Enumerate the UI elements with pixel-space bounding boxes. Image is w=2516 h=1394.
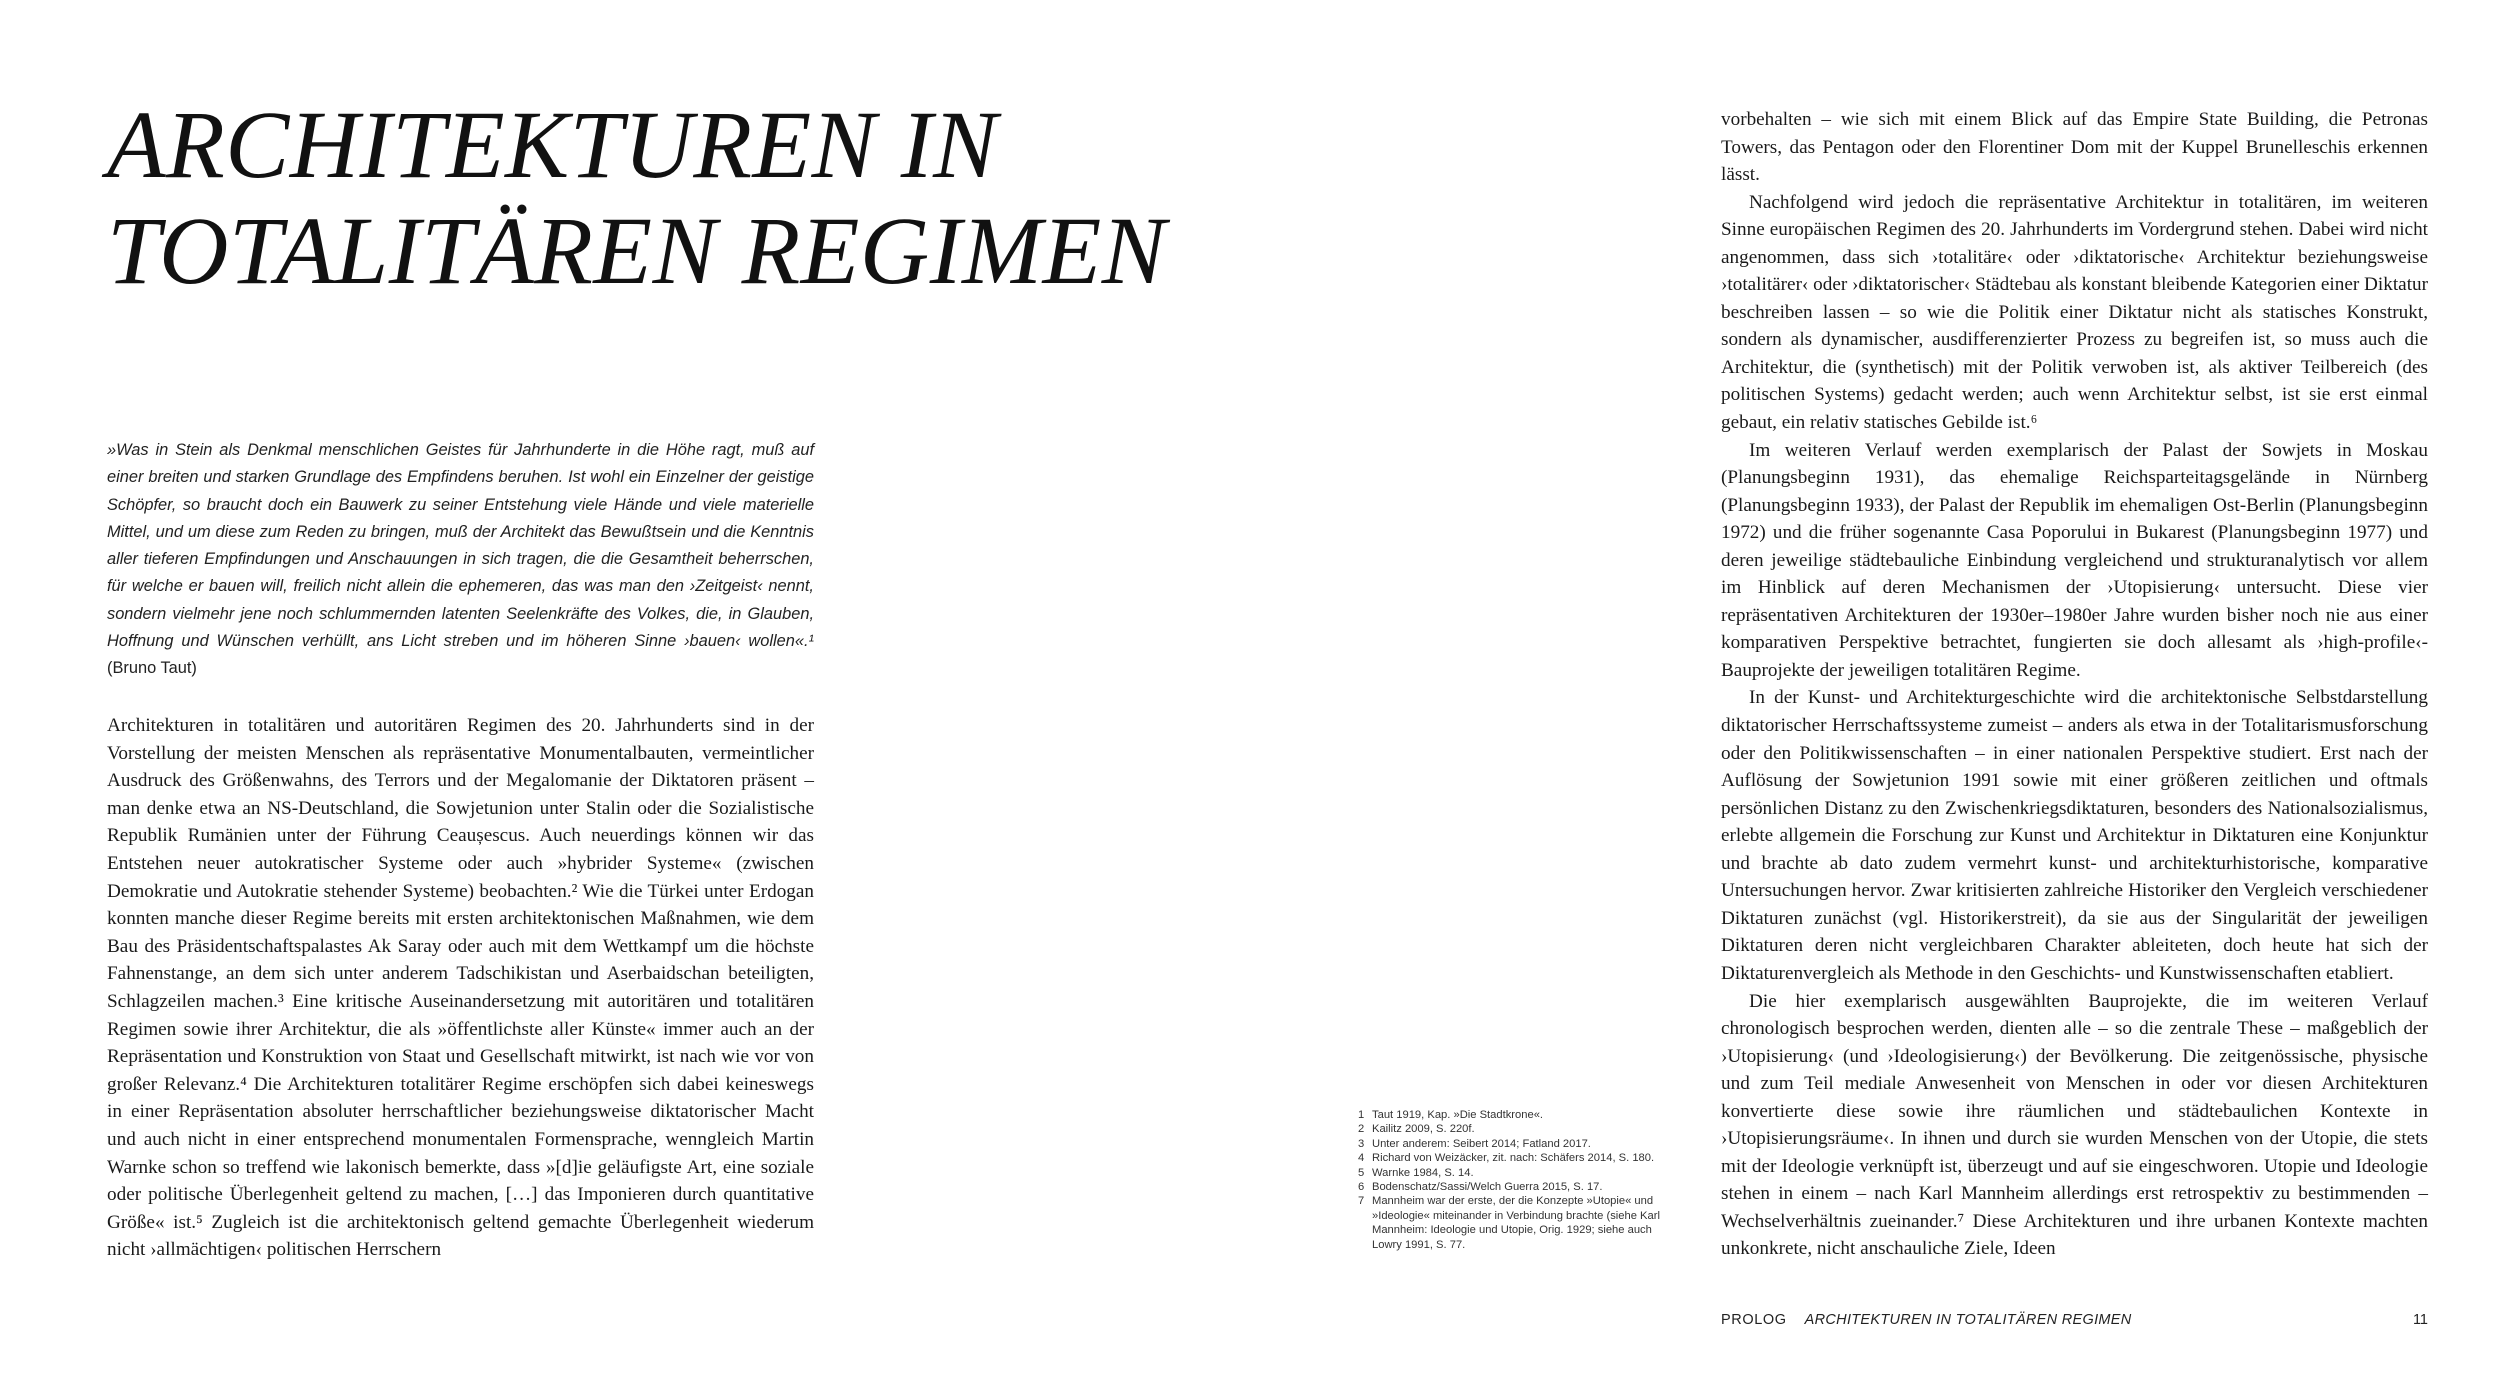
paragraph: vorbehalten – wie sich mit einem Blick auf das Empire State Building, die Petronas Towers, das Pentagon oder den Florentiner Dom mit der Kuppel Brunelleschis erkennen lässt.	[1721, 109, 2428, 186]
paragraph: Architekturen in totalitären und autoritären Regimen des 20. Jahrhunderts sind in der Vorstellung der meisten Menschen als repräsentative Monumentalbauten, vermeintlicher Ausdruck des Größenwahns, des Terrors und der Megalomanie der Diktatoren präsent – man denke etwa an NS-Deutschland, die Sowjetunion unter Stalin oder die Sozialistische Republik Rumänien unter der Führung Ceaușescus. Auch neuerdings können wir das Entstehen neuer autokratischer Systeme oder auch »hybrider Systeme« (zwischen Demokratie und Autokratie stehender Systeme) beobachten.² Wie die Türkei unter Erdogan konnten manche dieser Regime bereits mit ersten architektonischen Maßnahmen, wie dem Bau des Präsidentschaftspalastes Ak Saray oder auch mit dem Wettkampf um die höchste Fahnenstange, an dem sich unter anderem Tadschikistan und Aserbaidschan beteiligten, Schlagzeilen machen.³ Eine kritische Auseinandersetzung mit autoritären und totalitären Regimen sowie ihrer Architektur, die als »öffentlichste aller Künste« immer auch an der Repräsentation und Konstruktion von Staat und Gesellschaft mitwirkt, ist nach wie vor von großer Relevanz.⁴ Die Architekturen totalitärer Regime erschöpfen sich dabei keineswegs in einer Repräsentation absoluter herrschaftlicher beziehungsweise diktatorischer Macht und auch nicht in einer entsprechend monumentalen Formensprache, wenngleich Martin Warnke schon so treffend wie lakonisch bemerkte, dass »[d]ie geläufigste Art, eine soziale oder politische Überlegenheit geltend zu machen, […] das Imponieren durch quantitative Größe« ist.⁵ Zugleich ist die architektonisch geltend gemachte Überlegenheit wiederum nicht ›allmächtigen‹ politischen Herrschern	[107, 715, 814, 1261]
paragraph: In der Kunst- und Architekturgeschichte wird die architektonische Selbstdarstellung diktatorischer Herrschaftssysteme zumeist – anders als etwa in der Totalitarismusforschung oder den Politikwissenschaften – in einer nationalen Perspektive studiert. Erst nach der Auflösung der Sowjetunion 1991 sowie mit einer größeren zeitlichen und oftmals persönlichen Distanz zu den Zwischenkriegsdiktaturen, besonders des Nationalsozialismus, erlebte allgemein die Forschung zur Kunst und Architektur in Diktaturen eine Konjunktur und brachte ab dato zudem vermehrt kunst- und architekturhistorische, komparative Untersuchungen hervor. Zwar kritisierten zahlreiche Historiker den Vergleich verschiedener Diktaturen zunächst (vgl. Historikerstreit), da sie aus der Singularität der jeweiligen Diktaturen deren nicht vergleichbaren Charakter ableiteten, doch heute hat sich der Diktaturenvergleich als Methode in den Geschichts- und Kunstwissenschaften etabliert.	[1721, 687, 2428, 984]
title-line-2: TOTALITÄREN REGIMEN	[107, 197, 1167, 304]
footnote: 1 Taut 1919, Kap. »Die Stadtkrone«.	[1358, 1109, 1544, 1121]
footnote: 3 Unter anderem: Seibert 2014; Fatland 2017.	[1358, 1137, 1591, 1150]
page-number: 11	[2412, 1312, 2428, 1328]
body-text-right	[1721, 106, 2428, 1263]
body-text-left	[107, 712, 814, 1264]
footnote: 4 Richard von Weizäcker, zit. nach: Schäfers 2014, S. 180.	[1358, 1152, 1655, 1165]
paragraph: Nachfolgend wird jedoch die repräsentative Architektur in totalitären, im weiteren Sinne europäischen Regimen des 20. Jahrhunderts im Vordergrund stehen. Dabei wird nicht angenommen, dass sich ›totalitäre‹ oder ›diktatorische‹ Architektur beziehungsweise ›totalitärer‹ oder ›diktatorischer‹ Städtebau als konstant bleibende Kategorien einer Diktatur beschreiben lassen – so wie die Politik einer Diktatur nicht als statisches Konstrukt, sondern als dynamischer, ausdifferenzierter Prozess zu begreifen ist, so muss auch die Architektur, die (synthetisch) mit der Politik verwoben ist, als aktiver Teilbereich (des politischen Systems) gedacht werden; auch wenn Architektur selbst, ist sie erst einmal gebaut, ein relativ statisches Gebilde ist.⁶	[1721, 191, 2429, 434]
footnote: 7 Mannheim war der erste, der die Konzepte »Utopie« und »Ideologie« miteinander in Verbindung brachte (siehe Karl Mannheim: Ideologie und Utopie, Orig. 1929; siehe auch Lowry 1991, S. 77.	[1358, 1195, 1660, 1251]
footnote: 6 Bodenschatz/Sassi/Welch Guerra 2015, S. 17.	[1358, 1181, 1603, 1194]
footnotes	[1358, 1108, 1678, 1252]
footnote: 5 Warnke 1984, S. 14.	[1358, 1166, 1474, 1179]
title-line-1: ARCHITEKTUREN IN	[107, 91, 998, 198]
paragraph: Im weiteren Verlauf werden exemplarisch der Palast der Sowjets in Moskau (Planungsbeginn 1931), das ehemalige Reichsparteitagsgelände in Nürnberg (Planungsbeginn 1933), der Palast der Republik im ehemaligen Ost-Berlin (Planungsbeginn 1972) und die früher sogenannte Casa Poporului in Bukarest (Planungsbeginn 1977) und deren jeweilige städtebauliche Einbindung vergleichend und strukturanalytisch vor allem im Hinblick auf deren Mechanismen der ›Utopisierung‹ untersucht. Diese vier repräsentativen Architekturen der 1930er–1980er Jahre wurden bisher noch nie aus einer komparativen Perspektive betrachtet, fungierten sie doch allesamt als ›high-profile‹-Bauprojekte der jeweiligen totalitären Regime.	[1721, 439, 2428, 681]
page-title	[107, 92, 1166, 304]
epigraph-quote: »Was in Stein als Denkmal menschlichen Geistes für Jahrhunderte in die Höhe ragt, muß auf einer breiten und starken Grundlage des Empfindens beruhen. Ist wohl ein Einzelner der geistige Schöpfer, so braucht doch ein Bauwerk zu seiner Entstehung viele Hände und viele materielle Mittel, und um diese zum Reden zu bringen, muß der Architekt das Bewußtsein und die Kenntnis aller tieferen Empfindungen und Anschauungen in sich tragen, die die Gesamtheit beherrschen, für welche er bauen will, freilich nicht allein die ephemeren, das was man den ›Zeitgeist‹ nennt, sondern vielmehr jene noch schlummernden latenten Seelenkräfte des Volkes, die, in Glauben, Hoffnung und Wünschen verhüllt, ans Licht streben und im höheren Sinne ›bauen‹ wollen«.¹	[107, 441, 814, 651]
footer-section: PROLOG	[1721, 1312, 1787, 1328]
epigraph	[107, 437, 814, 683]
paragraph: Die hier exemplarisch ausgewählten Bauprojekte, die im weiteren Verlauf chronologisch besprochen werden, dienten alle – so die zentrale These – maßgeblich der ›Utopisierung‹ (und ›Ideologisierung‹) der Bevölkerung. Die zeitgenössische, physische und zum Teil mediale Anwesenheit von Menschen in oder vor diesen Architekturen konvertierte diese sowie ihre räumlichen und städtebaulichen Kontexte in ›Utopisierungsräume‹. In ihnen und durch sie wurden Menschen von der Utopie, die stets mit der Ideologie verknüpft ist, überzeugt und auf sie eingeschworen. Utopie und Ideologie stehen in einem – nach Karl Mannheim allerdings erst retrospektiv zu bestimmenden – Wechselverhältnis zueinander.⁷ Diese Architekturen und ihre urbanen Kontexte machten unkonkrete, nicht anschauliche Ziele, Ideen	[1721, 990, 2428, 1260]
footer-chapter-title: ARCHITEKTUREN IN TOTALITÄREN REGIMEN	[1804, 1312, 2132, 1328]
epigraph-author: (Bruno Taut)	[107, 659, 197, 678]
running-footer	[1721, 1312, 2428, 1328]
footnote: 2 Kailitz 2009, S. 220f.	[1358, 1123, 1475, 1136]
